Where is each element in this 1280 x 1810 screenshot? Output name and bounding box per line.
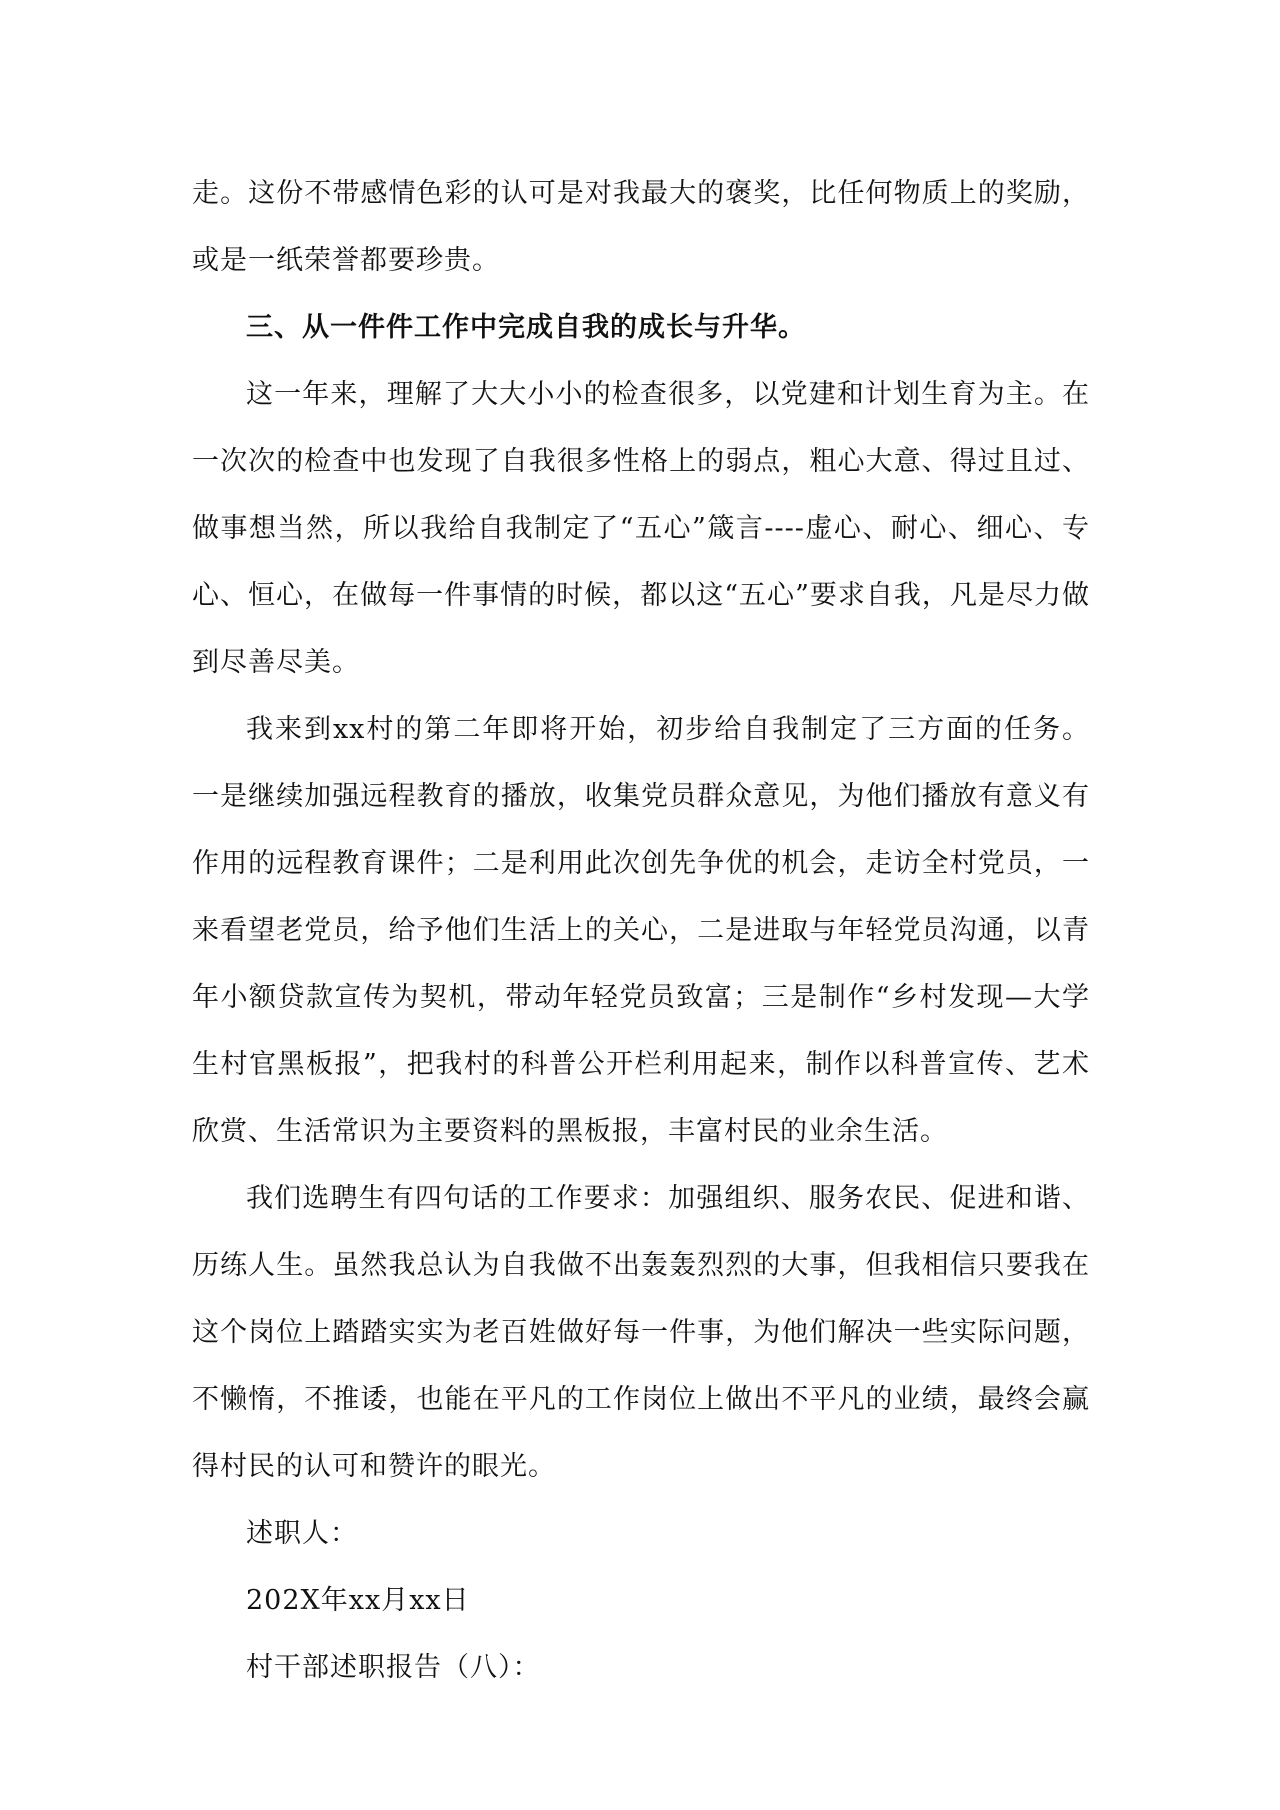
paragraph-plan: 我来到xx村的第二年即将开始，初步给自我制定了三方面的任务。一是继续加强远程教育的播放，收集党员群众意见，为他们播放有意义有作用的远程教育课件；二是利用此次创先争优的机会，走访全村党员，一来看望老党员，给予他们生活上的关心，二是进取与年轻党员沟通，以青年小额贷款宣传为契机，带动年轻党员致富；三是制作“乡村发现—大学生村官黑板报”，把我村的科普公开栏利用起来，制作以科普宣传、艺术欣赏、生活常识为主要资料的黑板报，丰富村民的业余生活。 <box>192 714 1090 1147</box>
paragraph-checks: 这一年来，理解了大大小小的检查很多，以党建和计划生育为主。在一次次的检查中也发现了自我很多性格上的弱点，粗心大意、得过且过、做事想当然，所以我给自我制定了“五心”箴言----虚心、耐心、细心、专心、恒心，在做每一件事情的时候，都以这“五心”要求自我，凡是尽力做到尽善尽美。 <box>192 379 1090 678</box>
section-heading: 三、从一件件工作中完成自我的成长与升华。 <box>246 312 806 343</box>
date-line: 202X年xx月xx日 <box>246 1585 470 1616</box>
paragraph-requirements: 我们选聘生有四句话的工作要求：加强组织、服务农民、促进和谐、历练人生。虽然我总认为自我做不出轰轰烈烈的大事，但我相信只要我在这个岗位上踏踏实实为老百姓做好每一件事，为他们解决一些实际问题，不懒惰，不推诿，也能在平凡的工作岗位上做出不平凡的业绩，最终会赢得村民的认可和赞许的眼光。 <box>192 1183 1090 1482</box>
next-report-title: 村干部述职报告（八）： <box>246 1652 541 1683</box>
document-body <box>192 160 1090 1701</box>
reporter-label: 述职人： <box>246 1518 358 1549</box>
continuation-paragraph: 走。这份不带感情色彩的认可是对我最大的褒奖，比任何物质上的奖励，或是一纸荣誉都要珍贵。 <box>192 178 1090 276</box>
